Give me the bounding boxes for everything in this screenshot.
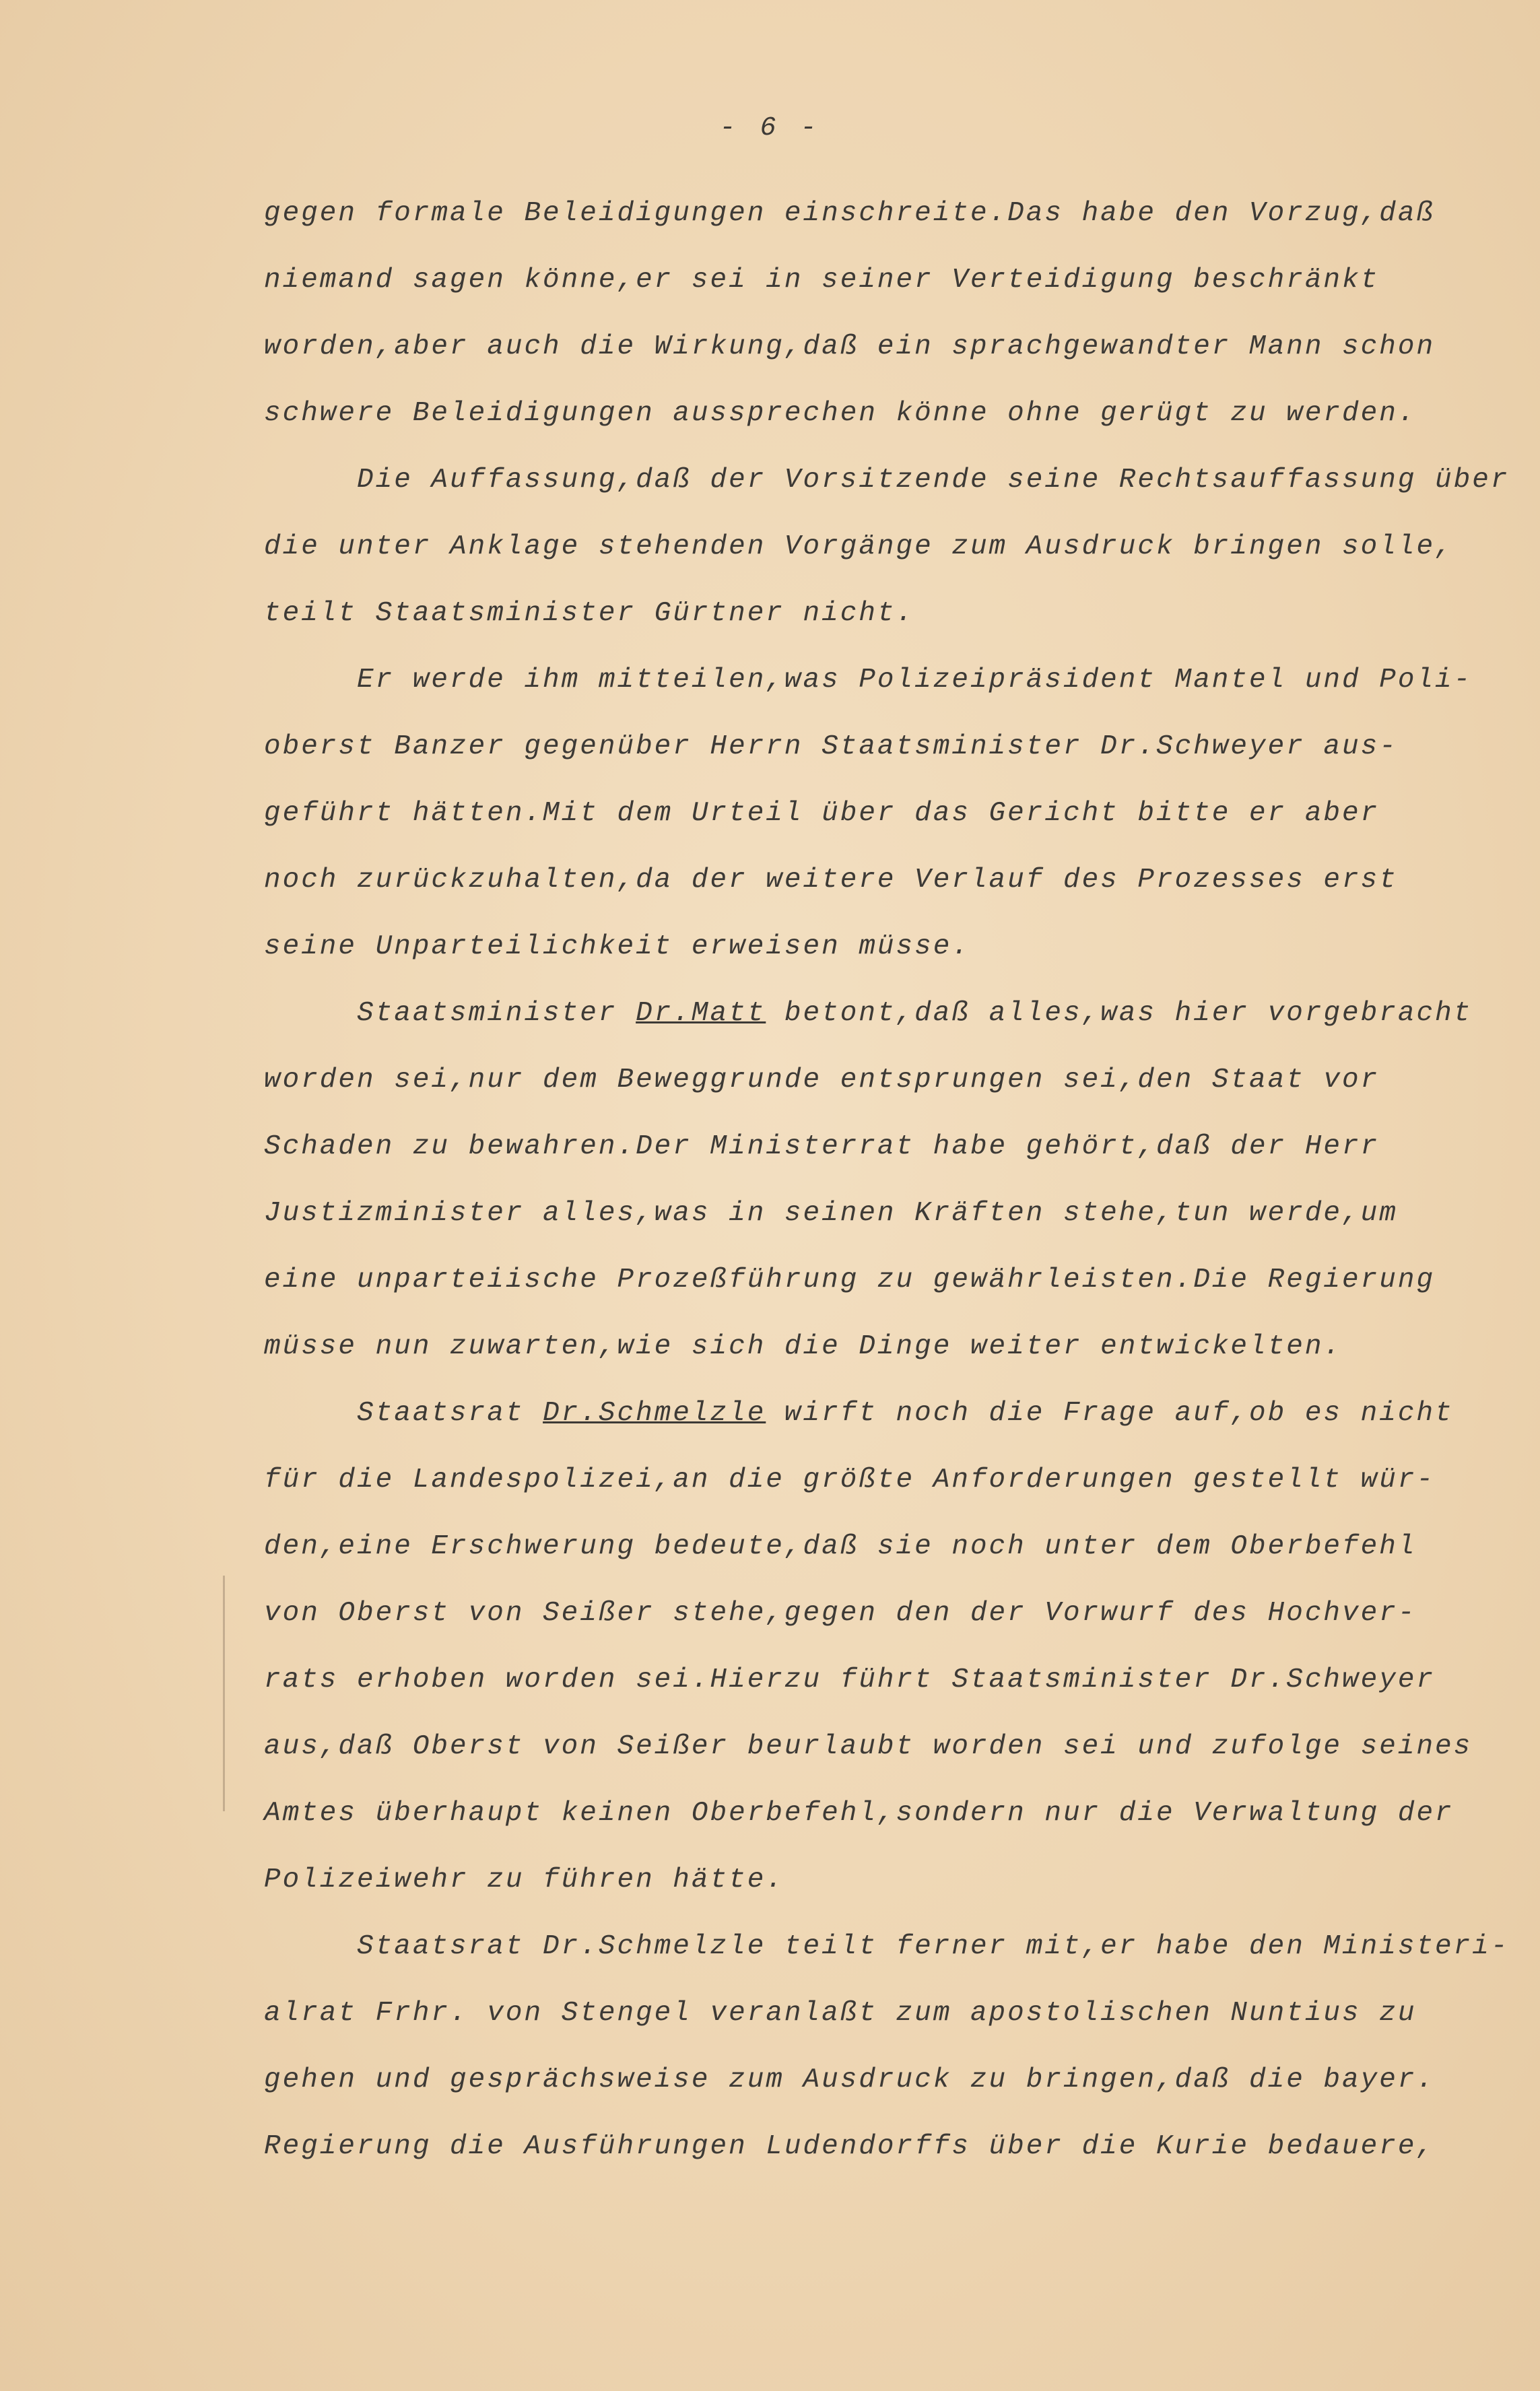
text-line: Schaden zu bewahren.Der Ministerrat habe gehört,daß der Herr <box>264 1131 1380 1162</box>
text-line: worden,aber auch die Wirkung,daß ein sprachgewandter Mann schon <box>264 331 1436 362</box>
text-line: für die Landespolizei,an die größte Anforderungen gestellt wür- <box>264 1464 1436 1495</box>
text-line: gegen formale Beleidigungen einschreite.Das habe den Vorzug,daß <box>264 198 1436 229</box>
text-line: die unter Anklage stehenden Vorgänge zum Ausdruck bringen solle, <box>264 531 1454 562</box>
text-line: alrat Frhr. von Stengel veranlaßt zum apostolischen Nuntius zu <box>264 1998 1417 2029</box>
text-line <box>264 980 1483 1047</box>
text-line: den,eine Erschwerung bedeute,daß sie noch unter dem Oberbefehl <box>264 1531 1417 1562</box>
text-line: Amtes überhaupt keinen Oberbefehl,sondern nur die Verwaltung der <box>264 1798 1454 1829</box>
text-line: niemand sagen könne,er sei in seiner Verteidigung beschränkt <box>264 265 1380 296</box>
text-line: Die Auffassung,daß der Vorsitzende seine Rechtsauffassung über <box>264 465 1510 496</box>
text-line: teilt Staatsminister Gürtner nicht. <box>264 598 915 629</box>
text-line: schwere Beleidigungen aussprechen könne ohne gerügt zu werden. <box>264 398 1417 429</box>
text-line: Er werde ihm mitteilen,was Polizeipräsident Mantel und Poli- <box>264 665 1473 696</box>
underlined-name: Dr.Schmelzle <box>543 1398 766 1429</box>
text-line: seine Unparteilichkeit erweisen müsse. <box>264 931 970 962</box>
text-line: eine unparteiische Prozeßführung zu gewährleisten.Die Regierung <box>264 1265 1436 1295</box>
underlined-name: Dr.Matt <box>636 998 766 1029</box>
text-line: von Oberst von Seißer stehe,gegen den der Vorwurf des Hochver- <box>264 1598 1417 1629</box>
text-segment: wirft noch die Frage auf,ob es nicht <box>766 1398 1454 1429</box>
margin-pencil-mark <box>223 1576 225 1811</box>
text-line: Regierung die Ausführungen Ludendorffs über die Kurie bedauere, <box>264 2131 1436 2162</box>
text-segment: Staatsrat <box>264 1398 543 1429</box>
page-number: - 6 - <box>719 113 821 143</box>
typewritten-text-block <box>264 180 1510 2180</box>
text-line: Justizminister alles,was in seinen Kräften stehe,tun werde,um <box>264 1198 1398 1229</box>
text-line: Staatsrat Dr.Schmelzle teilt ferner mit,er habe den Ministeri- <box>264 1931 1510 1962</box>
text-line: rats erhoben worden sei.Hierzu führt Staatsminister Dr.Schweyer <box>264 1664 1436 1695</box>
text-line: worden sei,nur dem Beweggrunde entsprungen sei,den Staat vor <box>264 1065 1380 1096</box>
text-line: geführt hätten.Mit dem Urteil über das Gericht bitte er aber <box>264 798 1380 829</box>
text-segment: Staatsminister <box>264 998 636 1029</box>
text-line: aus,daß Oberst von Seißer beurlaubt worden sei und zufolge seines <box>264 1731 1473 1762</box>
text-line: noch zurückzuhalten,da der weitere Verlauf des Prozesses erst <box>264 865 1398 896</box>
text-line: gehen und gesprächsweise zum Ausdruck zu bringen,daß die bayer. <box>264 2064 1436 2095</box>
text-line: Polizeiwehr zu führen hätte. <box>264 1864 784 1895</box>
text-segment: betont,daß alles,was hier vorgebracht <box>766 998 1473 1029</box>
text-line: oberst Banzer gegenüber Herrn Staatsminister Dr.Schweyer aus- <box>264 731 1398 762</box>
text-line <box>264 1380 1483 1447</box>
text-line: müsse nun zuwarten,wie sich die Dinge weiter entwickelten. <box>264 1331 1343 1362</box>
